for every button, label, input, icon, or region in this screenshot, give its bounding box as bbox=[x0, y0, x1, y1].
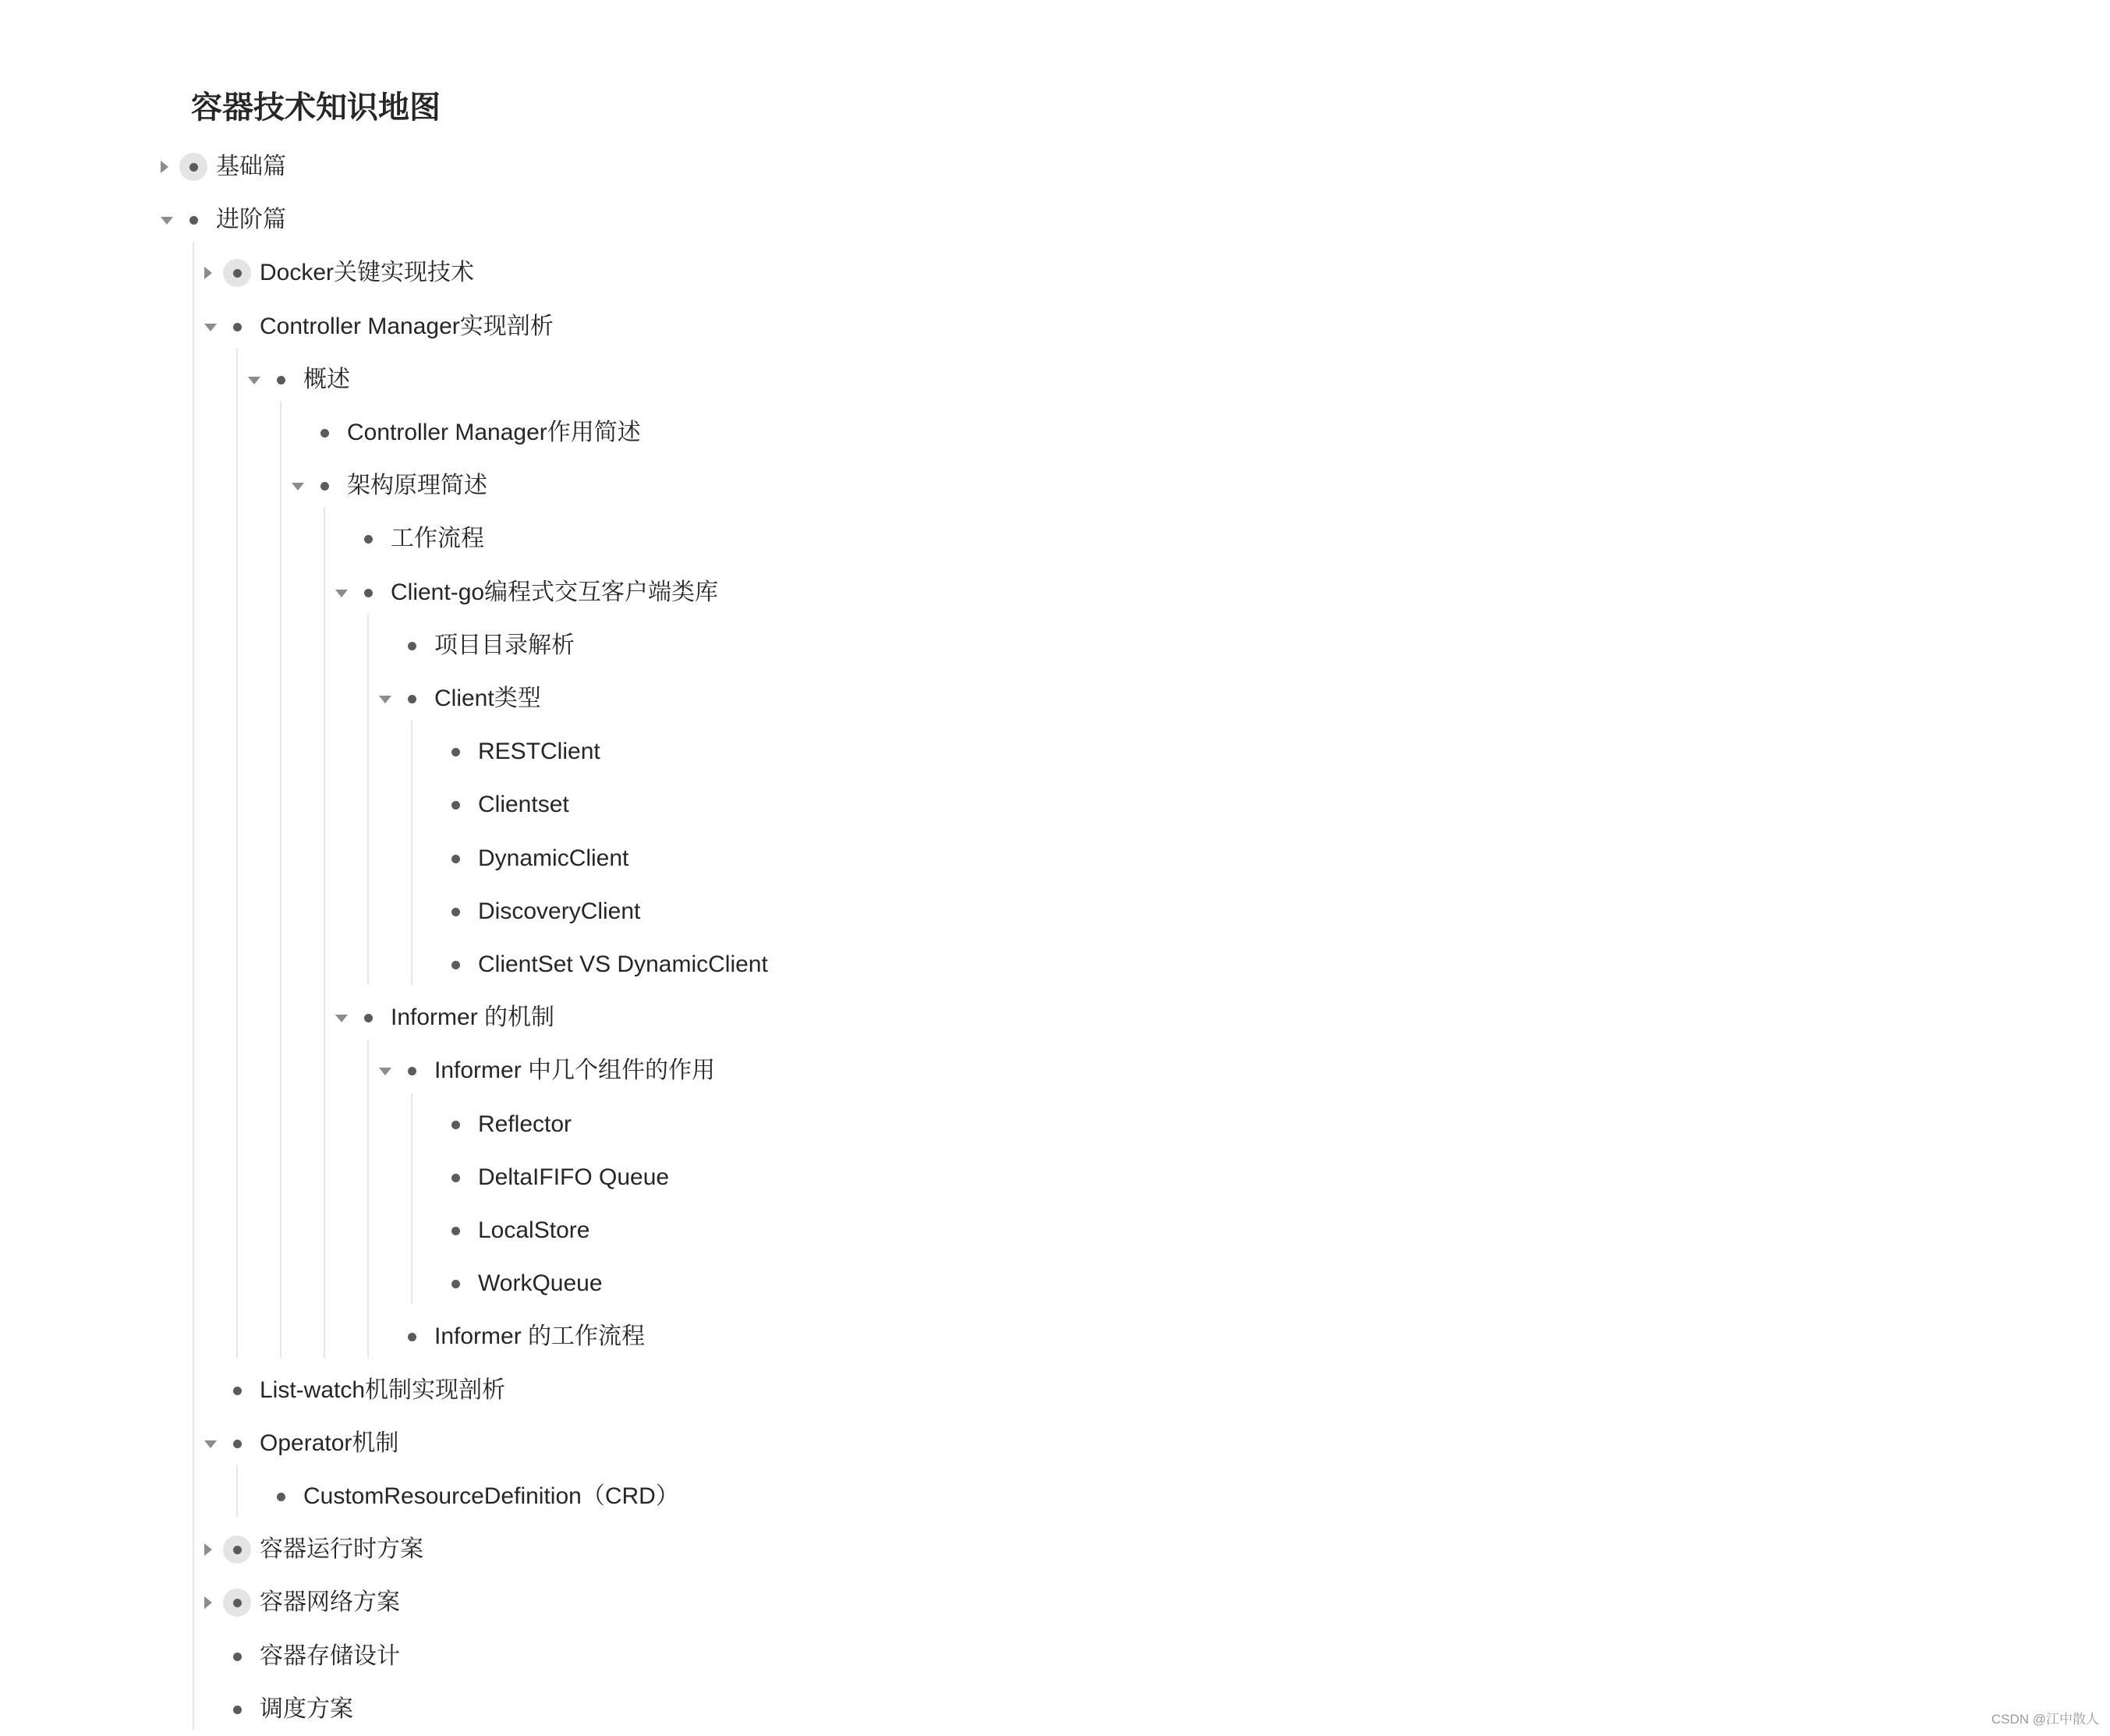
outline-item[interactable] bbox=[0, 1470, 1248, 1523]
bullet-dot-icon bbox=[320, 482, 329, 491]
outline-item[interactable] bbox=[0, 1098, 1248, 1151]
bullet-icon[interactable] bbox=[267, 1483, 295, 1511]
bullet-icon[interactable] bbox=[398, 632, 426, 660]
bullet-icon[interactable] bbox=[223, 1589, 251, 1617]
outline-item-label[interactable]: RESTClient bbox=[478, 739, 600, 765]
outline-item-label[interactable]: 概述 bbox=[303, 366, 350, 392]
bullet-icon[interactable] bbox=[441, 951, 469, 979]
bullet-icon[interactable] bbox=[223, 313, 251, 341]
outline-item[interactable] bbox=[0, 885, 1248, 938]
outline-item[interactable] bbox=[0, 1257, 1248, 1310]
bullet-dot-icon bbox=[233, 1387, 242, 1395]
chevron-down-icon[interactable] bbox=[335, 590, 348, 597]
outline-item[interactable] bbox=[0, 1576, 1248, 1629]
outline-item-label[interactable]: Informer 中几个组件的作用 bbox=[434, 1058, 716, 1084]
outline-item-label[interactable]: LocalStore bbox=[478, 1217, 590, 1243]
bullet-dot-icon bbox=[233, 269, 242, 278]
chevron-right-icon[interactable] bbox=[204, 1543, 212, 1556]
outline-item[interactable] bbox=[0, 406, 1248, 459]
bullet-dot-icon bbox=[189, 163, 198, 172]
outline-item[interactable] bbox=[0, 778, 1248, 831]
bullet-icon[interactable] bbox=[223, 1430, 251, 1458]
outline-item[interactable] bbox=[0, 353, 1248, 406]
bullet-dot-icon bbox=[233, 1706, 242, 1714]
outline-item-label[interactable]: Client-go编程式交互客户端类库 bbox=[391, 579, 719, 605]
outline-item-label[interactable]: 架构原理简述 bbox=[347, 473, 487, 499]
bullet-icon[interactable] bbox=[179, 206, 207, 234]
bullet-icon[interactable] bbox=[267, 366, 295, 394]
bullet-dot-icon bbox=[408, 1067, 416, 1075]
outline-item-label[interactable]: 项目目录解析 bbox=[434, 632, 575, 658]
outline-item-label[interactable]: 调度方案 bbox=[260, 1695, 353, 1722]
chevron-down-icon[interactable] bbox=[379, 696, 391, 703]
chevron-down-icon[interactable] bbox=[248, 377, 260, 384]
bullet-icon[interactable] bbox=[441, 1164, 469, 1192]
bullet-icon[interactable] bbox=[441, 898, 469, 926]
outline-item[interactable] bbox=[0, 1151, 1248, 1204]
outline-item-label[interactable]: DynamicClient bbox=[478, 845, 629, 871]
watermark: CSDN @江中散人 bbox=[1991, 1712, 2099, 1727]
chevron-right-icon[interactable] bbox=[204, 1596, 212, 1609]
bullet-dot-icon bbox=[451, 748, 460, 756]
outline-item-label[interactable]: CustomResourceDefinition（CRD） bbox=[303, 1483, 679, 1509]
bullet-icon[interactable] bbox=[398, 685, 426, 713]
outline-item-label[interactable]: Docker关键实现技术 bbox=[260, 260, 475, 286]
bullet-dot-icon bbox=[233, 1546, 242, 1554]
outline-item[interactable] bbox=[0, 193, 1248, 246]
bullet-dot-icon bbox=[408, 695, 416, 703]
outline-item[interactable] bbox=[0, 672, 1248, 725]
outline-item[interactable] bbox=[0, 300, 1248, 353]
outline-item[interactable] bbox=[0, 1044, 1248, 1097]
outline-item-label[interactable]: Reflector bbox=[478, 1111, 572, 1137]
outline-item-label[interactable]: 工作流程 bbox=[391, 526, 484, 552]
outline-item[interactable] bbox=[0, 566, 1248, 619]
page-title: 容器技术知识地图 bbox=[191, 90, 441, 125]
bullet-dot-icon bbox=[233, 323, 242, 331]
outline-item[interactable] bbox=[0, 246, 1248, 299]
outline-item-label[interactable]: Informer 的工作流程 bbox=[434, 1323, 646, 1350]
outline-item[interactable] bbox=[0, 938, 1248, 991]
chevron-down-icon[interactable] bbox=[204, 324, 217, 331]
outline-item-label[interactable]: ClientSet VS DynamicClient bbox=[478, 951, 768, 977]
outline-item[interactable] bbox=[0, 725, 1248, 778]
bullet-icon[interactable] bbox=[441, 1217, 469, 1245]
outline-item-label[interactable]: Controller Manager作用简述 bbox=[347, 420, 641, 445]
bullet-icon[interactable] bbox=[354, 1004, 382, 1032]
bullet-dot-icon bbox=[364, 589, 373, 597]
bullet-icon[interactable] bbox=[223, 1695, 251, 1724]
bullet-icon[interactable] bbox=[441, 1270, 469, 1298]
outline-item[interactable] bbox=[0, 1204, 1248, 1257]
bullet-dot-icon bbox=[408, 1333, 416, 1341]
bullet-dot-icon bbox=[320, 429, 329, 438]
chevron-right-icon[interactable] bbox=[204, 267, 212, 279]
bullet-icon[interactable] bbox=[441, 845, 469, 873]
outline-item-label[interactable]: Controller Manager实现剖析 bbox=[260, 313, 554, 339]
outline-item[interactable] bbox=[0, 619, 1248, 672]
bullet-dot-icon bbox=[277, 376, 285, 384]
outline-item[interactable] bbox=[0, 991, 1248, 1044]
chevron-down-icon[interactable] bbox=[161, 217, 173, 225]
outline-item[interactable] bbox=[0, 512, 1248, 565]
outline-item-label[interactable]: 容器存储设计 bbox=[260, 1642, 400, 1669]
outline-item[interactable] bbox=[0, 1523, 1248, 1576]
bullet-icon[interactable] bbox=[398, 1057, 426, 1085]
outline-item[interactable] bbox=[0, 1683, 1248, 1736]
chevron-right-icon[interactable] bbox=[161, 161, 168, 173]
bullet-dot-icon bbox=[364, 1014, 373, 1022]
outline-item-label[interactable]: DiscoveryClient bbox=[478, 898, 641, 924]
bullet-icon[interactable] bbox=[398, 1323, 426, 1351]
bullet-icon[interactable] bbox=[223, 1536, 251, 1564]
outline-item-label[interactable]: DeltaIFIFO Queue bbox=[478, 1164, 670, 1190]
chevron-down-icon[interactable] bbox=[335, 1015, 348, 1022]
chevron-down-icon[interactable] bbox=[292, 483, 304, 491]
bullet-icon[interactable] bbox=[223, 259, 251, 287]
bullet-icon[interactable] bbox=[179, 153, 207, 181]
bullet-icon[interactable] bbox=[441, 1111, 469, 1139]
bullet-icon[interactable] bbox=[223, 1376, 251, 1405]
bullet-dot-icon bbox=[189, 216, 198, 225]
bullet-dot-icon bbox=[451, 1121, 460, 1129]
outline-item-label[interactable]: List-watch机制实现剖析 bbox=[260, 1376, 506, 1403]
outline-item[interactable] bbox=[0, 1364, 1248, 1417]
outline-item-label[interactable]: Clientset bbox=[478, 792, 569, 818]
bullet-icon[interactable] bbox=[310, 419, 338, 447]
outline-item[interactable] bbox=[0, 140, 1248, 193]
outline-item[interactable] bbox=[0, 1310, 1248, 1363]
bullet-dot-icon bbox=[277, 1493, 285, 1501]
bullet-dot-icon bbox=[451, 801, 460, 810]
bullet-icon[interactable] bbox=[310, 472, 338, 500]
outline-item[interactable] bbox=[0, 1417, 1248, 1470]
outline-item[interactable] bbox=[0, 1630, 1248, 1683]
outline-item[interactable] bbox=[0, 459, 1248, 512]
bullet-dot-icon bbox=[451, 1174, 460, 1182]
bullet-icon[interactable] bbox=[441, 791, 469, 819]
bullet-dot-icon bbox=[451, 1227, 460, 1235]
bullet-dot-icon bbox=[451, 1280, 460, 1288]
bullet-dot-icon bbox=[451, 961, 460, 969]
outline-item-label[interactable]: Operator机制 bbox=[260, 1430, 399, 1456]
bullet-dot-icon bbox=[233, 1599, 242, 1607]
outline-item-label[interactable]: 基础篇 bbox=[216, 154, 286, 179]
chevron-down-icon[interactable] bbox=[379, 1068, 391, 1075]
bullet-dot-icon bbox=[408, 642, 416, 650]
bullet-dot-icon bbox=[451, 855, 460, 863]
bullet-icon[interactable] bbox=[354, 579, 382, 607]
bullet-icon[interactable] bbox=[223, 1642, 251, 1670]
outline-item-label[interactable]: 进阶篇 bbox=[216, 207, 286, 233]
bullet-icon[interactable] bbox=[354, 525, 382, 553]
outline-item-label[interactable]: Client类型 bbox=[434, 686, 541, 711]
chevron-down-icon[interactable] bbox=[204, 1440, 217, 1448]
bullet-icon[interactable] bbox=[441, 738, 469, 766]
outline-item[interactable] bbox=[0, 832, 1248, 885]
bullet-dot-icon bbox=[233, 1440, 242, 1448]
outline-item-label[interactable]: WorkQueue bbox=[478, 1270, 603, 1297]
outline-item-label[interactable]: Informer 的机制 bbox=[391, 1004, 555, 1031]
bullet-dot-icon bbox=[233, 1653, 242, 1661]
bullet-dot-icon bbox=[364, 535, 373, 544]
outline-item-label[interactable]: 容器网络方案 bbox=[260, 1589, 400, 1616]
bullet-dot-icon bbox=[451, 908, 460, 916]
outline-item-label[interactable]: 容器运行时方案 bbox=[260, 1536, 423, 1563]
